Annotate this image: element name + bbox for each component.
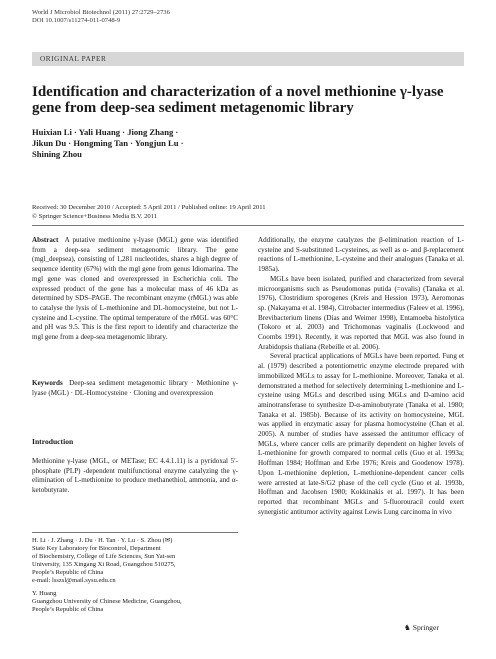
abstract-label: Abstract: [32, 236, 59, 244]
paragraph: MGLs have been isolated, purified and characterized from several microorganisms such as Pseudomonas putida (=ovalis) (Tanaka et al. 1976), Clostridium sporogenes (Kreis and Hession 1973), Aeromonas sp. (Nakayama et al. 1984), Citrobacter intermedius (Faleev et al. 1996), Brevibacterium linens (Dias and Weimer 1998), Entamoeba histolytica (Tokoro et al. 2003) and Trichomonas vaginalis (Lockwood and Coombs 1991). Recently, it was reported that MGL was also found in Arabidopsis thaliana (Rebeille et al. 2006).: [258, 274, 464, 351]
publication-dates: [32, 204, 266, 221]
affiliation-line: H. Li · J. Zhang · J. Du · H. Tan · Y. Lu · S. Zhou (✉): [32, 537, 173, 544]
abstract-text: A putative methionine γ-lyase (MGL) gene was identified from a deep-sea sediment metagenomic library. The gene (mgl_deepsea), consisting of 1,281 nucleotides, shares a high degree of sequence identity (67%) with the mgl gene from genus Idiomarina. The mgl gene was cloned and overexpressed in Escherichia coli. The expressed product of the gene has a molecular mass of 46 kDa as determined by SDS–PAGE. The recombinant enzyme (rMGL) was able to catalyse the lysis of L-methionine and DL-homocysteine, but not L-cysteine and L-cystine. The optimal temperature of the rMGL was 60°C and pH was 9.5. This is the first report to identify and characterize the mgl gene from a deep-sea metagenomic library.: [32, 236, 239, 342]
author-list: [32, 127, 184, 160]
publisher-name: Springer: [412, 623, 439, 632]
affiliation-line: University, 135 Xingang Xi Road, Guangzhou 510275,: [32, 561, 176, 568]
author-line: Jikun Du · Hongming Tan · Yongjun Lu ·: [32, 138, 184, 148]
keywords-text: Deep-sea sediment metagenomic library · Methionine γ-lyase (MGL) · DL-Homocysteine · Cloning and overexpression: [32, 379, 238, 397]
paragraph: Additionally, the enzyme catalyzes the β-elimination reaction of L-cysteine and S-substituted L-cysteines, as well as α- and β-replacement reactions of L-methionine, L-cysteine and their analogues (Tanaka et al. 1985a).: [258, 236, 464, 274]
affiliation-line: Y. Huang: [32, 590, 57, 597]
keywords-label: Keywords: [32, 379, 63, 387]
publisher-logo: [404, 623, 439, 632]
affiliation-line: People’s Republic of China: [32, 569, 104, 576]
introduction-heading: Introduction: [32, 437, 74, 446]
footnote-divider: [32, 532, 238, 533]
copyright-line: © Springer Science+Business Media B.V. 2011: [32, 212, 158, 220]
paper-title: Identification and characterization of a novel methionine γ-lyase gene from deep-sea sediment metagenomic library: [32, 84, 444, 116]
author-line: Huixian Li · Yali Huang · Jiong Zhang ·: [32, 127, 179, 137]
header-divider: [32, 225, 464, 226]
paragraph: Several practical applications of MGLs have been reported. Fung et al. (1979) described a potentiometric enzyme electrode prepared with immobilized MGLs to assay for L-methionine. Moreover, Tanaka et al. demonstrated a method for selectively determining L-methionine and L-cysteine using MGLs and described using MGLs and D-amino acid aminotransferase to synthesize D-α-aminobutyrate (Tanaka et al. 1980; Tanaka et al. 1985b). Because of its activity on homocysteine, MGL was applied in enzymatic assay for plasma homocysteine (Chan et al. 2005). A number of studies have assessed the antitumor efficacy of MGLs, where cancer cells are primarily dependent on higher levels of L-methionine for growth compared to normal cells (Guo et al. 1993a; Hoffman 1984; Hoffman and Erbe 1976; Kreis and Goodenow 1978). Upon L-methionine depletion, L-methionine-dependent cancer cells were arrested at late-S/G2 phase of the cell cycle (Guo et al. 1993b, Hoffman and Jacobsen 1980; Kokkinakis et al. 1997). It has been reported that recombinant MGLs and 5-fluorouracil could exert synergistic antitumor activity against Lewis Lung carcinoma in vivo: [258, 352, 464, 516]
abstract: [32, 236, 238, 343]
email-line: e-mail: lsszsl@mail.sysu.edu.cn: [32, 577, 116, 584]
author-affiliations: [32, 537, 238, 614]
dates-line: Received: 30 December 2010 / Accepted: 5 April 2011 / Published online: 19 April 2011: [32, 204, 266, 211]
author-line: Shining Zhou: [32, 149, 82, 159]
article-type-band: ORIGINAL PAPER: [32, 52, 464, 66]
doi: DOI 10.1007/s11274-011-0748-9: [32, 17, 121, 24]
affiliation-line: State Key Laboratory for Biocontrol, Department: [32, 545, 161, 552]
journal-citation: World J Microbiol Biotechnol (2011) 27:2729–2736: [32, 9, 170, 16]
journal-header: [32, 9, 170, 25]
affiliation-line: of Biochemistry, College of Life Sciences, Sun Yat-sen: [32, 553, 176, 560]
horse-icon: ♞: [404, 623, 411, 632]
introduction-text: Methionine γ-lyase (MGL, or METase; EC 4.4.1.11) is a pyridoxal 5′-phosphate (PLP) -dependent multifunctional enzyme catalyzing the γ-elimination of L-methionine to produce methanethiol, ammonia, and α-ketobutyrate.: [32, 457, 238, 495]
keywords: [32, 379, 238, 398]
right-column: [258, 236, 464, 517]
affiliation-line: People’s Republic of China: [32, 606, 104, 613]
affiliation-line: Guangzhou University of Chinese Medicine, Guangzhou,: [32, 598, 182, 605]
